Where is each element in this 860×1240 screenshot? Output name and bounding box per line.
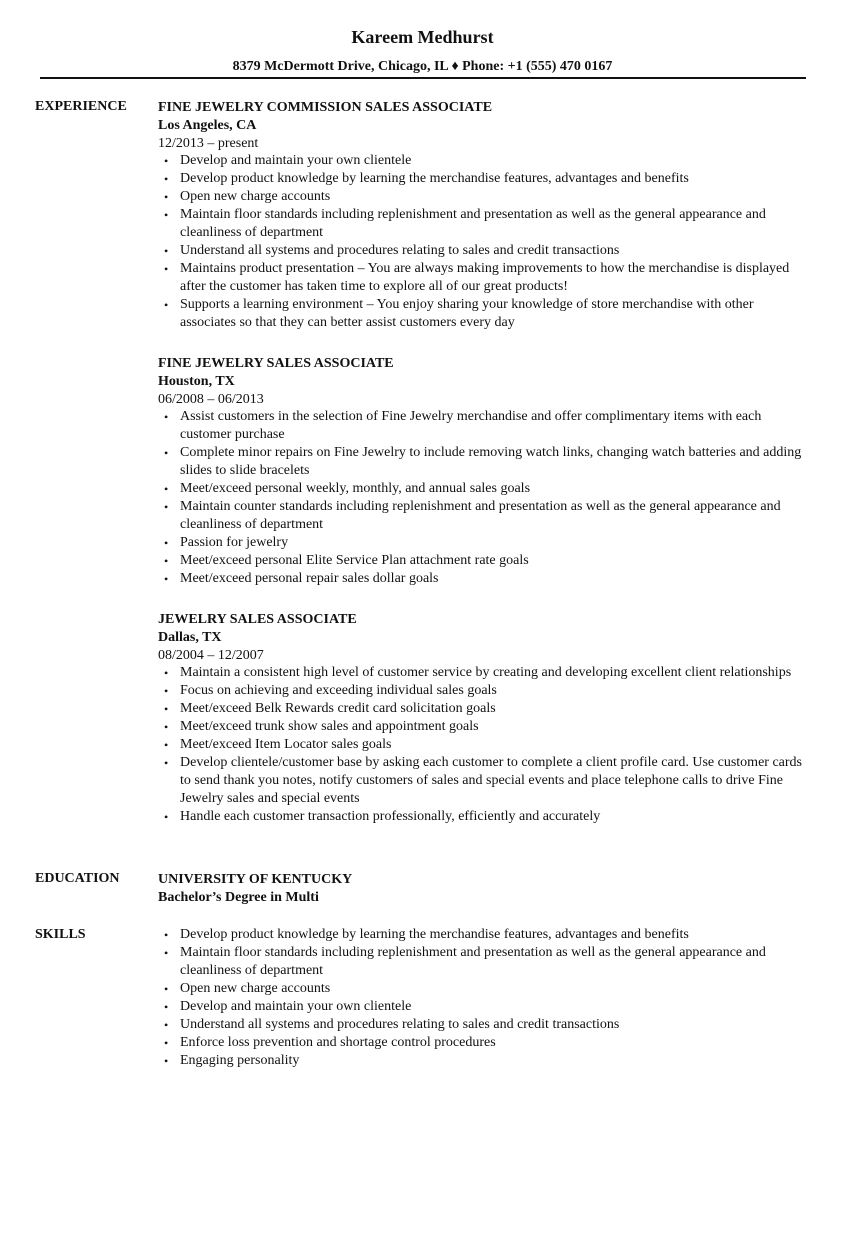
header-divider (40, 77, 806, 79)
job-bullets (158, 664, 808, 826)
list-item (158, 534, 808, 552)
bullet-text: Maintain a consistent high level of customer service by creating and developing excellent client relationships (180, 665, 792, 680)
bullet-text: Develop and maintain your own clientele (180, 153, 412, 168)
bullet-text: Open new charge accounts (180, 981, 331, 996)
bullet-text: Develop clientele/customer base by asking each customer to complete a client profile card. Use customer cards to send thank you notes, notify customers of sales and special events and place telephone calls to drive Fine Jewelry sales and special events (180, 755, 802, 806)
list-item (158, 408, 808, 444)
list-item (158, 1016, 808, 1034)
bullet-text: Develop and maintain your own clientele (180, 999, 412, 1014)
school-name: UNIVERSITY OF KENTUCKY (158, 872, 353, 887)
list-item (158, 998, 808, 1016)
list-item (158, 260, 808, 296)
list-item (158, 188, 808, 206)
skills-list (158, 926, 808, 1070)
list-item (158, 498, 808, 534)
bullet-text: Passion for jewelry (180, 535, 289, 550)
list-item (158, 736, 808, 754)
list-item (158, 682, 808, 700)
bullet-text: Maintains product presentation – You are always making improvements to how the merchandise is displayed after the customer has taken time to explore all of our great products! (180, 261, 790, 294)
skills-section-label: SKILLS (35, 927, 86, 942)
bullet-icon: • (164, 572, 169, 586)
job-title: FINE JEWELRY COMMISSION SALES ASSOCIATE (158, 100, 493, 115)
job-location: Houston, TX (158, 374, 235, 389)
bullet-icon: • (164, 154, 169, 168)
job-bullets (158, 408, 808, 588)
list-item (158, 242, 808, 260)
list-item (158, 944, 808, 980)
list-item (158, 296, 808, 332)
bullet-icon: • (164, 482, 169, 496)
bullet-text: Understand all systems and procedures relating to sales and credit transactions (180, 1017, 620, 1032)
bullet-icon: • (164, 756, 169, 770)
bullet-text: Meet/exceed Item Locator sales goals (180, 737, 392, 752)
list-item (158, 754, 808, 808)
list-item (158, 170, 808, 188)
bullet-icon: • (164, 172, 169, 186)
bullet-text: Open new charge accounts (180, 189, 331, 204)
job-title: JEWELRY SALES ASSOCIATE (158, 612, 357, 627)
bullet-icon: • (164, 298, 169, 312)
bullet-text: Meet/exceed personal Elite Service Plan attachment rate goals (180, 553, 529, 568)
bullet-icon: • (164, 810, 169, 824)
job-entry-2 (158, 355, 808, 588)
bullet-text: Enforce loss prevention and shortage control procedures (180, 1035, 496, 1050)
job-dates: 12/2013 – present (158, 136, 259, 151)
list-item (158, 926, 808, 944)
list-item (158, 700, 808, 718)
bullet-icon: • (164, 410, 169, 424)
bullet-icon: • (164, 702, 169, 716)
job-title: FINE JEWELRY SALES ASSOCIATE (158, 356, 394, 371)
bullet-text: Supports a learning environment – You enjoy sharing your knowledge of store merchandise with other associates so that they can better assist customers every day (180, 297, 754, 330)
contact-line: 8379 McDermott Drive, Chicago, IL ♦ Phone: +1 (555) 470 0167 (232, 59, 613, 74)
list-item (158, 664, 808, 682)
bullet-text: Complete minor repairs on Fine Jewelry to include removing watch links, changing watch batteries and adding slides to slide bracelets (180, 445, 802, 478)
bullet-text: Maintain counter standards including replenishment and presentation as well as the general appearance and cleanliness of department (180, 499, 781, 532)
job-entry-1 (158, 99, 808, 332)
candidate-name: Kareem Medhurst (351, 27, 494, 47)
list-item (158, 980, 808, 998)
list-item (158, 570, 808, 588)
bullet-text: Meet/exceed Belk Rewards credit card solicitation goals (180, 701, 496, 716)
bullet-icon: • (164, 1000, 169, 1014)
list-item (158, 480, 808, 498)
bullet-text: Engaging personality (180, 1053, 300, 1068)
bullet-icon: • (164, 244, 169, 258)
bullet-icon: • (164, 446, 169, 460)
bullet-icon: • (164, 1018, 169, 1032)
bullet-icon: • (164, 208, 169, 222)
bullet-text: Assist customers in the selection of Fine Jewelry merchandise and offer complimentary items with each customer purchase (180, 409, 762, 442)
bullet-text: Meet/exceed personal repair sales dollar goals (180, 571, 439, 586)
list-item (158, 552, 808, 570)
bullet-icon: • (164, 684, 169, 698)
bullet-icon: • (164, 666, 169, 680)
bullet-icon: • (164, 262, 169, 276)
list-item (158, 152, 808, 170)
bullet-text: Meet/exceed personal weekly, monthly, and annual sales goals (180, 481, 531, 496)
list-item (158, 808, 808, 826)
bullet-text: Focus on achieving and exceeding individual sales goals (180, 683, 497, 698)
education-entry (158, 871, 808, 907)
bullet-text: Develop product knowledge by learning the merchandise features, advantages and benefits (180, 927, 689, 942)
list-item (158, 206, 808, 242)
job-dates: 08/2004 – 12/2007 (158, 648, 264, 663)
bullet-text: Meet/exceed trunk show sales and appointment goals (180, 719, 479, 734)
bullet-icon: • (164, 1036, 169, 1050)
job-entry-3 (158, 611, 808, 826)
list-item (158, 718, 808, 736)
list-item (158, 1052, 808, 1070)
bullet-icon: • (164, 190, 169, 204)
education-section-label: EDUCATION (35, 871, 120, 886)
list-item (158, 444, 808, 480)
job-location: Los Angeles, CA (158, 118, 257, 133)
skills-entry (158, 926, 808, 1070)
bullet-icon: • (164, 946, 169, 960)
bullet-text: Develop product knowledge by learning the merchandise features, advantages and benefits (180, 171, 689, 186)
bullet-icon: • (164, 738, 169, 752)
degree: Bachelor’s Degree in Multi (158, 890, 319, 905)
bullet-icon: • (164, 982, 169, 996)
experience-section-label: EXPERIENCE (35, 99, 127, 114)
job-dates: 06/2008 – 06/2013 (158, 392, 264, 407)
bullet-text: Maintain floor standards including replenishment and presentation as well as the general appearance and cleanliness of department (180, 207, 766, 240)
bullet-icon: • (164, 928, 169, 942)
bullet-text: Maintain floor standards including replenishment and presentation as well as the general appearance and cleanliness of department (180, 945, 766, 978)
job-bullets (158, 152, 808, 332)
bullet-icon: • (164, 500, 169, 514)
job-location: Dallas, TX (158, 630, 222, 645)
bullet-icon: • (164, 554, 169, 568)
bullet-icon: • (164, 720, 169, 734)
bullet-icon: • (164, 1054, 169, 1068)
bullet-text: Handle each customer transaction professionally, efficiently and accurately (180, 809, 601, 824)
list-item (158, 1034, 808, 1052)
bullet-icon: • (164, 536, 169, 550)
bullet-text: Understand all systems and procedures relating to sales and credit transactions (180, 243, 620, 258)
